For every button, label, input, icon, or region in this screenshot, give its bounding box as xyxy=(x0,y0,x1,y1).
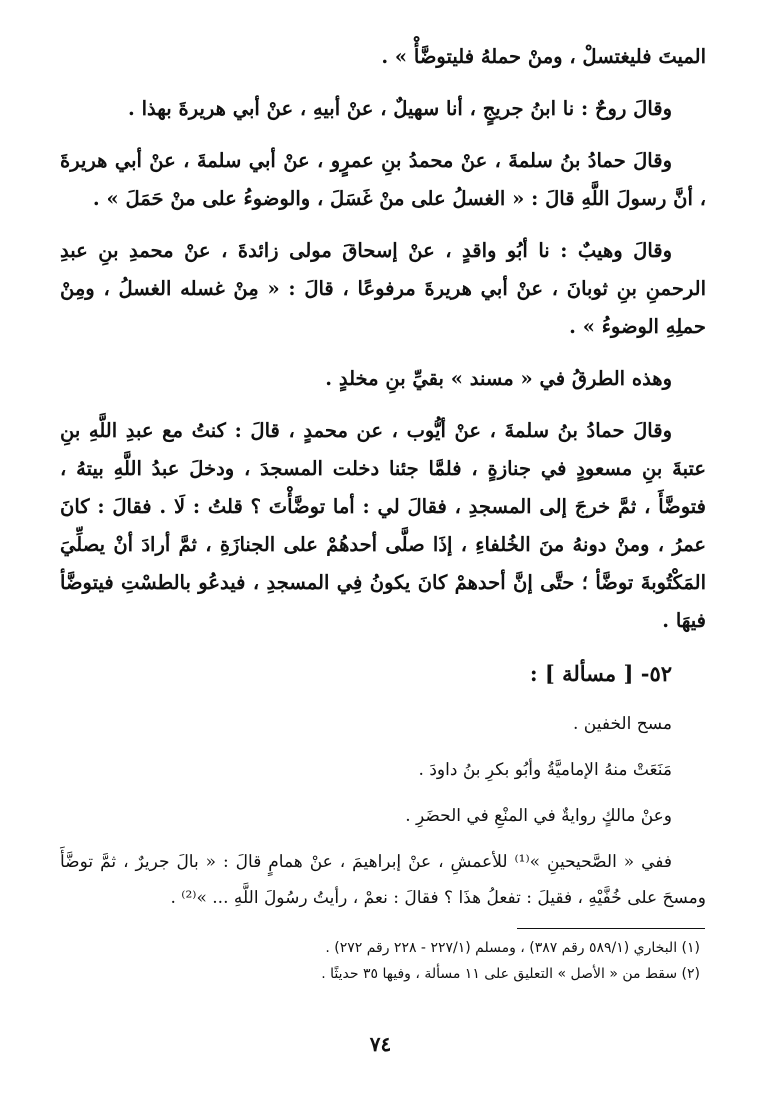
paragraph-musnad-note: وهذه الطرقُ في « مسند » بقيِّ بنِ مخلدٍ . xyxy=(325,367,672,390)
section-heading: ٥٢- [ مسألة ] : xyxy=(529,661,672,686)
paragraph-rawh: وقالَ روحٌ : نا ابنُ جريجٍ ، أنا سهيلٌ ، عنْ أبيهِ ، عنْ أبي هريرةَ بهذا . xyxy=(128,97,672,120)
paragraph-wuhayb: وقالَ وهيبٌ : نا أبُو واقدٍ ، عنْ إسحاقَ مولى زائدةَ ، عنْ محمدِ بنِ عبدِ الرحمنِ بنِ ثوبانَ ، عنْ أبي هريرةَ مرفوعًا ، قالَ : « مِنْ غسله الغسلُ ، ومِنْ حملِهِ الوضوءُ » . xyxy=(60,239,706,338)
topic-line: مَنَعَتْ منهُ الإماميَّةُ وأبُو بكرِ بنُ داودَ . xyxy=(418,760,672,780)
footnote-2: (٢) سقط من « الأصل » التعليق على ١١ مسألة ، وفيها ٣٥ حديثًا . xyxy=(321,966,700,982)
paragraph-hadith-ending: الميتَ فليغتسلْ ، ومنْ حملهُ فليتوضَّأْ » . xyxy=(381,45,706,68)
footnote-divider xyxy=(517,928,705,929)
footnotes xyxy=(60,935,706,987)
paragraph-sahihayn: ففي « الصَّحيحينِ »⁽¹⁾ للأعمشِ ، عنْ إبراهيمَ ، عنْ همامٍ قالَ : « بالَ جريرٌ ، ثمَّ توضَّأَ ومسحَ على خُفَّيْهِ ، فقيلَ : تفعلُ هذَا ؟ فقالَ : نعمْ ، رأيتُ رسُولَ اللَّهِ ... »⁽²⁾ . xyxy=(60,852,706,908)
page-body xyxy=(60,38,706,916)
page-number: ٧٤ xyxy=(369,1032,392,1056)
paragraph-hammad-1: وقالَ حمادُ بنُ سلمةَ ، عنْ محمدُ بنِ عمرٍو ، عنْ أبي سلمةَ ، عنْ أبي هريرةَ ، أنَّ رسولَ اللَّهِ قالَ : « الغسلُ على منْ غَسَلَ ، والوضوءُ على منْ حَمَلَ » . xyxy=(60,149,706,210)
topic-line: مسح الخفين . xyxy=(572,714,672,734)
paragraph-hammad-2: وقالَ حمادُ بنُ سلمةَ ، عنْ أيُّوب ، عن محمدٍ ، قالَ : كنتُ مع عبدِ اللَّهِ بنِ عتبةَ بنِ مسعودٍ في جنازةٍ ، فلمَّا جئنا دخلت المسجدَ ، ودخلَ عبدُ اللَّهِ بيتهُ ، فتوضَّأَ ، ثمَّ خرجَ إلى المسجدِ ، فقالَ لي : أما توضَّأْتَ ؟ قلتُ : لَا . فقالَ : كانَ عمرُ ، ومنْ دونهُ منَ الخُلفاءِ ، إذَا صلَّى أحدهُمْ على الجنازَةِ ، ثمَّ أرادَ أنْ يصلِّيَ المَكْتُوبةَ توضَّأ ؛ حتَّى إنَّ أحدهمْ كانَ يكونُ فِي المسجدِ ، فيدعُو بالطسْتِ فيتوضَّأ فيهَا . xyxy=(60,419,706,632)
topic-line: وعنْ مالكٍ روايةٌ في المنْعِ في الحضَرِ . xyxy=(405,806,672,826)
footnote-1: (١) البخاري (٥٨٩/١ رقم ٣٨٧) ، ومسلم (٢٢٧/١ - ٢٢٨ رقم ٢٧٢) . xyxy=(325,940,700,956)
